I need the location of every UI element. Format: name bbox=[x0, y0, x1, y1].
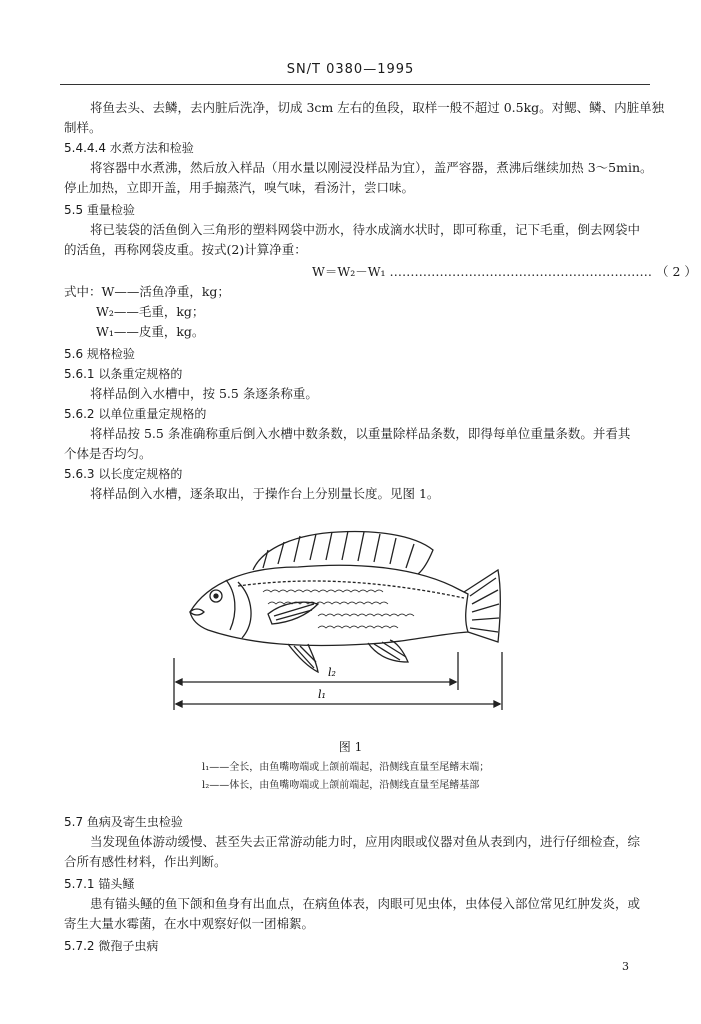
section-heading: 5.4.4.4 水煮方法和检验 bbox=[64, 141, 194, 155]
formula-variable: 式中：W——活鱼净重，kg； bbox=[64, 284, 230, 299]
formula-2: W＝W₂－W₁ ……………………………………………………… （ 2 ） bbox=[312, 264, 697, 279]
section-heading: 5.5 重量检验 bbox=[64, 203, 135, 217]
paragraph-line: 制样。 bbox=[64, 120, 102, 135]
paragraph-line: 寄生大量水霉菌，在水中观察好似一团棉絮。 bbox=[64, 916, 315, 931]
paragraph-line: 将样品按 5.5 条准确称重后倒入水槽中数条数，以重量除样品条数，即得每单位重量条数。并看其 bbox=[90, 426, 631, 441]
fish-drawing bbox=[168, 512, 508, 727]
paragraph-line: 当发现鱼体游动缓慢、甚至失去正常游动能力时，应用肉眼或仪器对鱼从表到内，进行仔细检查，综 bbox=[90, 834, 641, 849]
header-rule bbox=[60, 84, 650, 85]
paragraph-line: 将样品倒入水槽中，按 5.5 条逐条称重。 bbox=[90, 386, 318, 401]
section-heading: 5.6.2 以单位重量定规格的 bbox=[64, 407, 207, 421]
paragraph-line: 合所有感性材料，作出判断。 bbox=[64, 854, 227, 869]
section-heading: 5.6.3 以长度定规格的 bbox=[64, 467, 183, 481]
paragraph-line: 将样品倒入水槽，逐条取出，于操作台上分别量长度。见图 1。 bbox=[90, 486, 440, 501]
paragraph-line: 的活鱼，再称网袋皮重。按式(2)计算净重： bbox=[64, 242, 307, 257]
section-heading: 5.7.2 微孢子虫病 bbox=[64, 939, 159, 953]
figure-legend-l1: l₁——全长，由鱼嘴吻端或上颌前端起，沿侧线直量至尾鳍末端； bbox=[202, 762, 490, 773]
label-l1: l₁ bbox=[318, 688, 326, 701]
page-number: 3 bbox=[622, 960, 629, 973]
paragraph-line: 个体是否均匀。 bbox=[64, 446, 152, 461]
paragraph-line: 停止加热，立即开盖，用手搧蒸汽，嗅气味，看汤汁，尝口味。 bbox=[64, 180, 415, 195]
paragraph-line: 患有锚头鳋的鱼下颌和鱼身有出血点，在病鱼体表，肉眼可见虫体，虫体侵入部位常见红肿发炎，或 bbox=[90, 896, 641, 911]
paragraph-line: 将容器中水煮沸，然后放入样品（用水量以刚浸没样品为宜），盖严容器，煮沸后继续加热 3～5min。 bbox=[90, 160, 653, 175]
standard-code-header: SN/T 0380—1995 bbox=[286, 62, 415, 77]
paragraph-line: 将已装袋的活鱼倒入三角形的塑料网袋中沥水，待水成滴水状时，即可称重，记下毛重，倒去网袋中 bbox=[90, 222, 641, 237]
section-heading: 5.7.1 锚头鳋 bbox=[64, 877, 135, 891]
formula-variable: W₂——毛重，kg； bbox=[96, 304, 205, 319]
paragraph-line: 将鱼去头、去鳞，去内脏后洗净，切成 3cm 左右的鱼段，取样一般不超过 0.5kg。对鳃、鳞、内脏单独 bbox=[90, 100, 665, 115]
section-heading: 5.6.1 以条重定规格的 bbox=[64, 367, 183, 381]
label-l2: l₂ bbox=[328, 666, 336, 679]
section-heading: 5.6 规格检验 bbox=[64, 347, 135, 361]
figure-caption: 图 1 bbox=[338, 740, 363, 754]
fish-measurement-figure bbox=[168, 512, 508, 727]
section-heading: 5.7 鱼病及寄生虫检验 bbox=[64, 815, 183, 829]
formula-variable: W₁——皮重，kg。 bbox=[96, 324, 205, 339]
figure-legend-l2: l₂——体长，由鱼嘴吻端或上颌前端起，沿侧线直量至尾鳍基部 bbox=[202, 780, 480, 791]
